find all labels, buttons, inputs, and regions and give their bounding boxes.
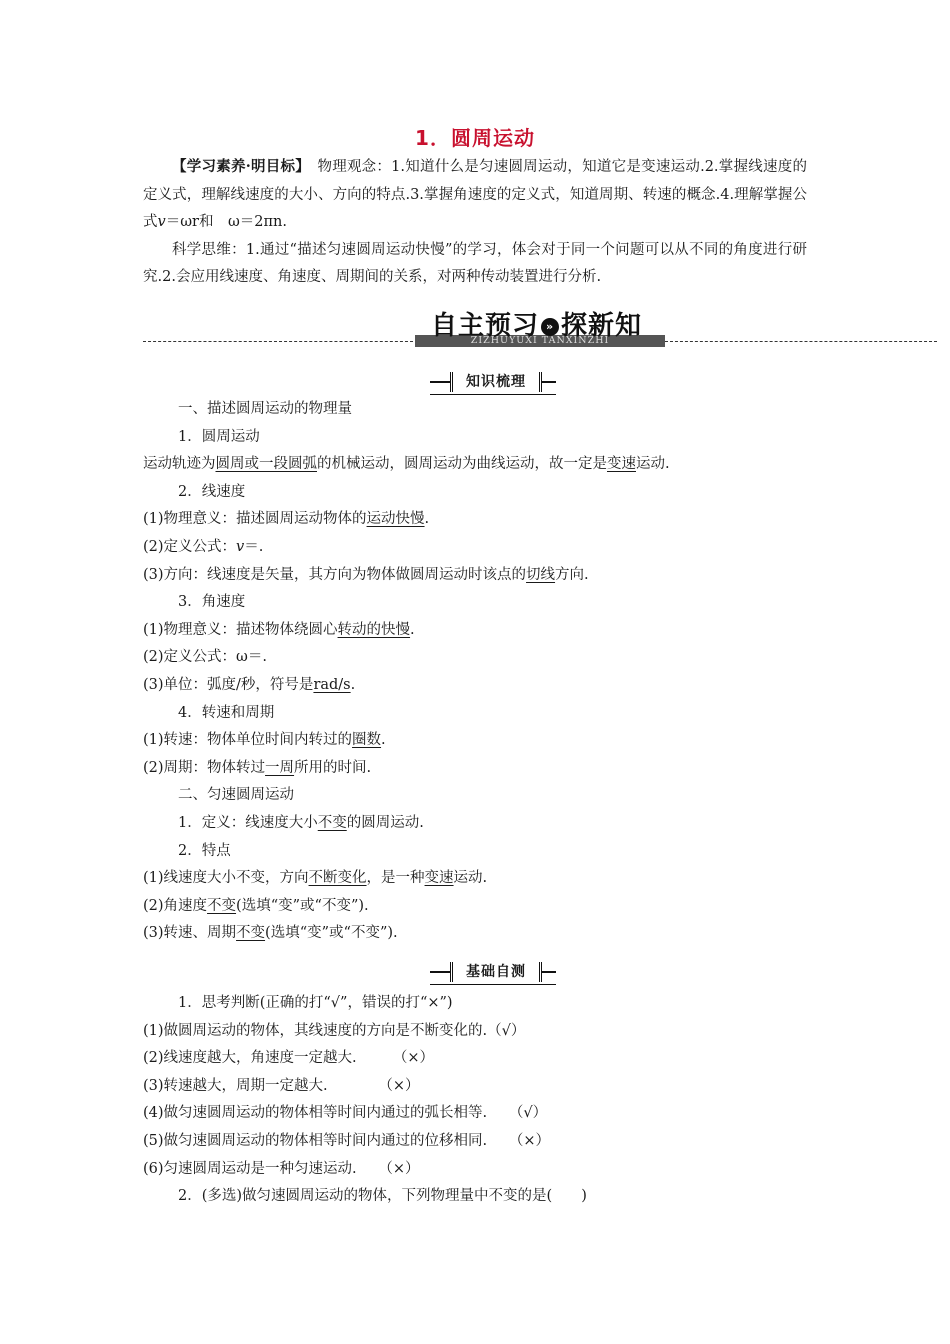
text-line: 1．定义：线速度大小不变的圆周运动.: [178, 814, 424, 831]
subheading: 2．特点: [178, 842, 231, 859]
text-line: (3)方向：线速度是矢量，其方向为物体做圆周运动时该点的切线方向.: [143, 566, 589, 583]
section-heading: 一、描述圆周运动的物理量: [178, 401, 352, 417]
question-1: 1．思考判断(正确的打“√”，错误的打“×”): [178, 995, 453, 1011]
text-line: (2)周期：物体转过一周所用的时间.: [143, 759, 372, 776]
question-2: 2．(多选)做匀速圆周运动的物体，下列物理量中不变的是( ): [178, 1188, 587, 1205]
knowledge-heading-tag: 知识梳理: [430, 372, 556, 392]
text-line: (1)转速：物体单位时间内转过的圈数.: [143, 732, 386, 749]
judgment-item: (4)做匀速圆周运动的物体相等时间内通过的弧长相等. （√）: [143, 1105, 548, 1122]
banner-title: 自主预习 » 探新知: [431, 311, 643, 341]
goals-physics-concept: 【学习素养·明目标】 物理观念：1.知道什么是匀速圆周运动，知道它是变速运动.2.掌握线速度的定义式，理解线速度的大小、方向的特点.3.掌握角速度的定义式，知道周期、转速的概念.4.理解掌握公式v＝ωr和 ω＝2πn.: [143, 158, 807, 230]
judgment-item: (6)匀速圆周运动是一种匀速运动. （×）: [143, 1160, 420, 1177]
text-line: (2)角速度不变(选填“变”或“不变”).: [143, 897, 369, 914]
subheading: 1．圆周运动: [178, 428, 260, 445]
text-line: (3)转速、周期不变(选填“变”或“不变”).: [143, 925, 398, 942]
subheading: 4．转速和周期: [178, 704, 275, 721]
text-line: 运动轨迹为圆周或一段圆弧的机械运动，圆周运动为曲线运动，故一定是变速运动.: [143, 456, 670, 473]
text-line: (3)单位：弧度/秒，符号是rad/s.: [143, 676, 356, 693]
learning-goals: [143, 153, 807, 292]
judgment-item: (3)转速越大，周期一定越大. （×）: [143, 1077, 420, 1094]
goals-label: 【学习素养·明目标】: [172, 158, 303, 175]
text-line: (2)定义公式：ω＝.: [143, 649, 267, 666]
banner-divider-right: [665, 341, 937, 342]
text-line: (2)定义公式：v＝.: [143, 538, 264, 555]
subheading: 3．角速度: [178, 594, 246, 611]
banner-subtitle: ZIZHUYUXI TANXINZHI: [415, 335, 665, 347]
selftest-section: [143, 990, 818, 1211]
section-banner: [143, 305, 937, 355]
page-title: 1．圆周运动: [415, 126, 535, 150]
section-heading: 二、匀速圆周运动: [178, 787, 294, 804]
judgment-item: (1)做圆周运动的物体，其线速度的方向是不断变化的.（√）: [143, 1022, 526, 1039]
text-line: (1)线速度大小不变，方向不断变化，是一种变速运动.: [143, 870, 488, 887]
judgment-item: (5)做匀速圆周运动的物体相等时间内通过的位移相同. （×）: [143, 1132, 551, 1149]
text-line: (1)物理意义：描述物体绕圆心转动的快慢.: [143, 621, 415, 638]
arrow-right-icon: »: [541, 318, 559, 336]
goals-science-thinking: 科学思维：1.通过“描述匀速圆周运动快慢”的学习，体会对于同一个问题可以从不同的角度进行研究.2.会应用线速度、角速度、周期间的关系，对两种传动装置进行分析.: [143, 241, 807, 285]
subheading: 2．线速度: [178, 483, 246, 500]
text-line: (1)物理意义：描述圆周运动物体的运动快慢.: [143, 511, 430, 528]
banner-divider-left: [143, 341, 413, 342]
judgment-item: (2)线速度越大，角速度一定越大. （×）: [143, 1050, 435, 1067]
knowledge-section: [143, 396, 818, 948]
selftest-heading-tag: 基础自测: [430, 962, 556, 982]
